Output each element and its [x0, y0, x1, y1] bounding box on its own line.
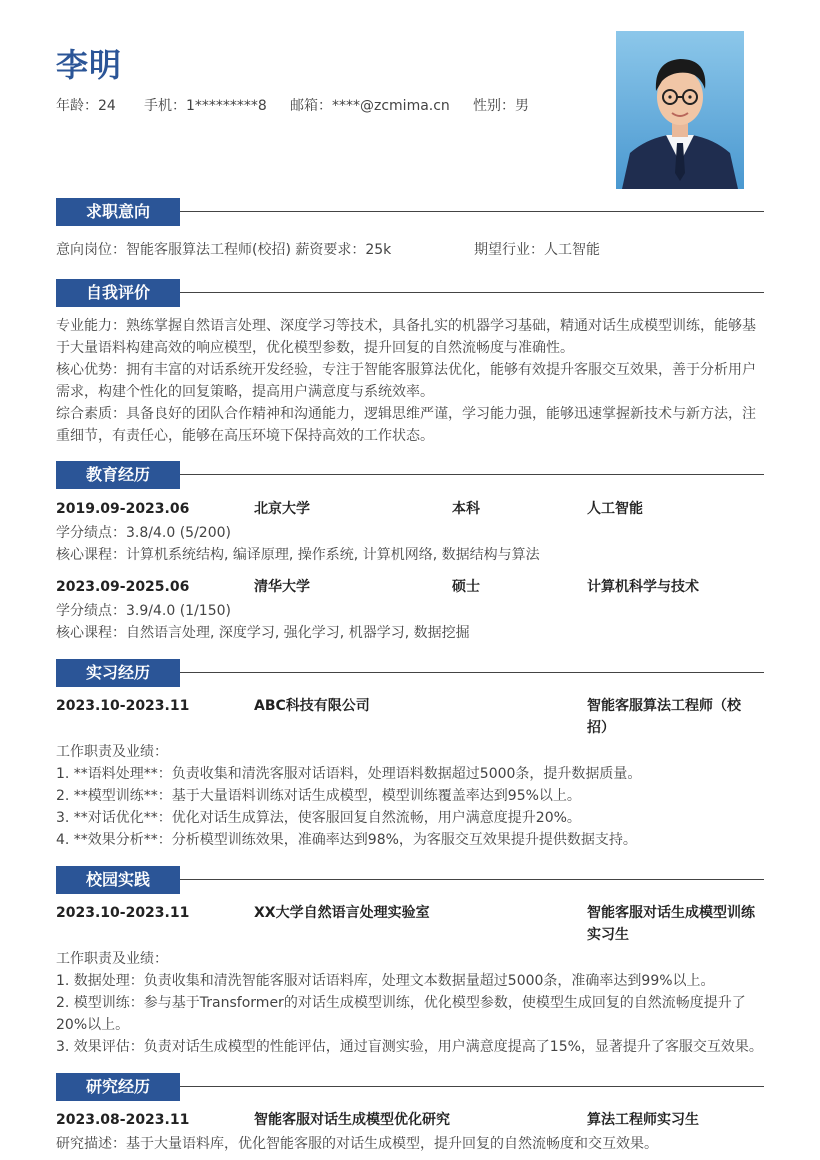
campus-period: 2023.10-2023.11 [56, 905, 190, 921]
internship-period: 2023.10-2023.11 [56, 698, 190, 714]
internship-company: ABC科技有限公司 [254, 698, 370, 714]
section-title: 研究经历 [56, 1073, 180, 1101]
edu-gpa: 学分绩点：3.9/4.0 (1/150) [56, 603, 231, 619]
campus-role [587, 902, 755, 946]
edu-courses: 核心课程：自然语言处理, 深度学习, 强化学习, 机器学习, 数据挖掘 [56, 625, 470, 641]
edu-gpa: 学分绩点：3.8/4.0 (5/200) [56, 525, 231, 541]
campus-role-line1: 智能客服对话生成模型训练 [587, 905, 755, 921]
edu-major: 人工智能 [587, 501, 643, 517]
research-desc: 研究描述：基于大量语料库，优化智能客服的对话生成模型，提升回复的自然流畅度和交互效果。 [56, 1136, 658, 1152]
campus-org: XX大学自然语言处理实验室 [254, 905, 430, 921]
section-divider [180, 879, 764, 880]
section-divider [180, 1086, 764, 1087]
internship-role-line1: 智能客服算法工程师（校 [587, 698, 741, 714]
duty-item: 2. **模型训练**：基于大量语料训练对话生成模型，模型训练覆盖率达到95%以上。 [56, 788, 581, 804]
duty-title: 工作职责及业绩： [56, 951, 168, 967]
age: 年龄：24 [56, 98, 116, 114]
duty-item: 1. **语料处理**：负责收集和清洗客服对话语料，处理语料数据超过5000条，提升数据质量。 [56, 766, 642, 782]
self-eval-list [56, 315, 764, 447]
campus-role-line2: 实习生 [587, 927, 629, 943]
intent-industry: 期望行业：人工智能 [474, 242, 600, 258]
research-period: 2023.08-2023.11 [56, 1112, 190, 1128]
portrait-illustration [616, 31, 744, 189]
section-campus [56, 866, 764, 894]
edu-school: 清华大学 [254, 579, 310, 595]
edu-period: 2023.09-2025.06 [56, 579, 190, 595]
section-internship [56, 659, 764, 687]
gender: 性别：男 [473, 98, 529, 114]
edu-degree: 本科 [452, 501, 480, 517]
section-title: 求职意向 [56, 198, 180, 226]
campus-duties [56, 948, 764, 1058]
self-eval-advantage: 核心优势：拥有丰富的对话系统开发经验，专注于智能客服算法优化，能够有效提升客服交互效果，善于分析用户需求，构建个性化的回复策略，提高用户满意度与系统效率。 [56, 362, 756, 400]
research-role: 算法工程师实习生 [587, 1112, 699, 1128]
internship-role-line2: 招） [587, 720, 615, 736]
internship-role [587, 695, 741, 739]
self-eval-quality: 综合素质：具备良好的团队合作精神和沟通能力，逻辑思维严谨，学习能力强，能够迅速掌握新技术与新方法，注重细节，有责任心，能够在高压环境下保持高效的工作状态。 [56, 406, 756, 444]
section-divider [180, 211, 764, 212]
candidate-name: 李明 [56, 46, 123, 84]
edu-school: 北京大学 [254, 501, 310, 517]
self-eval-professional: 专业能力：熟练掌握自然语言处理、深度学习等技术，具备扎实的机器学习基础，精通对话生成模型训练，能够基于大量语料构建高效的响应模型，优化模型参数，提升回复的自然流畅度与准确性。 [56, 318, 756, 356]
basic-info [56, 95, 529, 115]
edu-period: 2019.09-2023.06 [56, 501, 190, 517]
internship-duties [56, 741, 764, 851]
section-education [56, 461, 764, 489]
edu-major: 计算机科学与技术 [587, 579, 699, 595]
email: 邮箱：****@zcmima.cn [290, 98, 450, 114]
duty-item: 2. 模型训练：参与基于Transformer的对话生成模型训练，优化模型参数，使模型生成回复的自然流畅度提升了20%以上。 [56, 995, 746, 1033]
duty-item: 1. 数据处理：负责收集和清洗智能客服对话语料库，处理文本数据量超过5000条，准确率达到99%以上。 [56, 973, 715, 989]
section-title: 教育经历 [56, 461, 180, 489]
section-self-eval [56, 279, 764, 307]
duty-item: 3. **对话优化**：优化对话生成算法，使客服回复自然流畅，用户满意度提升20%。 [56, 810, 581, 826]
profile-photo [616, 31, 744, 189]
section-research [56, 1073, 764, 1101]
duty-item: 3. 效果评估：负责对话生成模型的性能评估，通过盲测实验，用户满意度提高了15%，显著提升了客服交互效果。 [56, 1039, 763, 1055]
research-project: 智能客服对话生成模型优化研究 [254, 1112, 450, 1128]
phone: 手机：1*********8 [144, 98, 267, 114]
duty-item: 4. **效果分析**：分析模型训练效果，准确率达到98%，为客服交互效果提升提供数据支持。 [56, 832, 637, 848]
section-divider [180, 474, 764, 475]
section-intent [56, 198, 764, 226]
section-divider [180, 292, 764, 293]
section-title: 实习经历 [56, 659, 180, 687]
duty-title: 工作职责及业绩： [56, 744, 168, 760]
section-title: 校园实践 [56, 866, 180, 894]
edu-degree: 硕士 [452, 579, 480, 595]
edu-courses: 核心课程：计算机系统结构, 编译原理, 操作系统, 计算机网络, 数据结构与算法 [56, 547, 540, 563]
section-divider [180, 672, 764, 673]
section-title: 自我评价 [56, 279, 180, 307]
intent-position-salary: 意向岗位：智能客服算法工程师(校招) 薪资要求：25k [56, 242, 392, 258]
